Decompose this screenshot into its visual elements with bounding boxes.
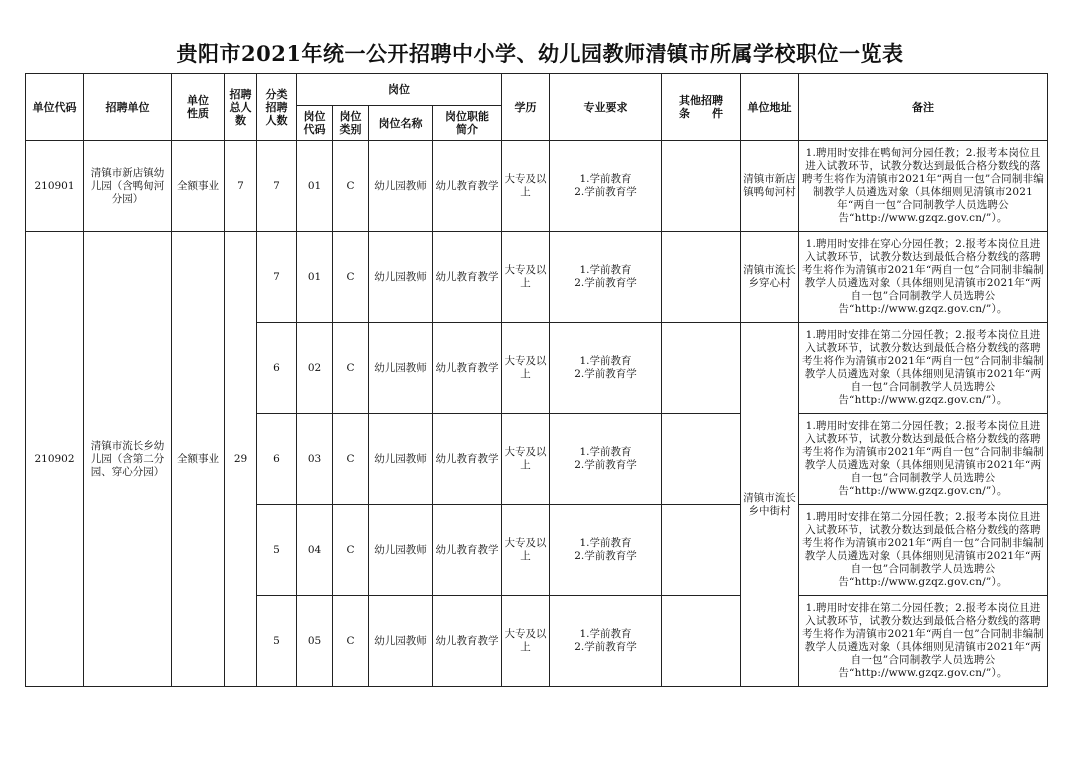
- post-count: 7: [257, 141, 297, 232]
- header-label-line: 岗位: [303, 110, 326, 123]
- post-note: 1.聘用时安排在穿心分园任教；2.报考本岗位且进入试教环节，试教分数达到最低合格分数线的落聘考生将作为清镇市2021年“两自一包”合同制非编制教学人员遴选对象（具体细则见清镇市2021年“两自一包”合同制教学人员选聘公告“http://www.gzqz.gov.cn/”）。: [799, 232, 1048, 323]
- post-intro: 幼儿教育教学: [433, 596, 502, 687]
- header-label-line: 分类: [265, 87, 288, 101]
- post-count: 7: [257, 232, 297, 323]
- header-label-line: 招聘: [229, 87, 252, 101]
- major-item: 1.学前教育: [579, 628, 632, 640]
- post-major: [550, 232, 662, 323]
- major-item: 2.学前教育学: [574, 550, 637, 562]
- header-unit-name: 招聘单位: [84, 74, 172, 141]
- post-education: 大专及以上: [502, 232, 550, 323]
- header-total: [225, 74, 257, 141]
- major-item: 1.学前教育: [579, 264, 632, 276]
- post-education: 大专及以上: [502, 414, 550, 505]
- header-label-line: 单位: [187, 94, 209, 107]
- header-label-line: 简介: [456, 123, 478, 136]
- header-major: 专业要求: [550, 74, 662, 141]
- post-education: 大专及以上: [502, 323, 550, 414]
- header-post-group: 岗位: [297, 74, 502, 106]
- header-post-code: [297, 106, 333, 141]
- post-other: [662, 323, 741, 414]
- post-category: C: [333, 596, 369, 687]
- unit-type: 全额事业: [172, 232, 225, 687]
- post-name: 幼儿园教师: [369, 505, 433, 596]
- post-education: 大专及以上: [502, 141, 550, 232]
- unit-name: 清镇市流长乡幼儿园（含第二分园、穿心分园）: [84, 232, 172, 687]
- post-major: [550, 414, 662, 505]
- post-name: 幼儿园教师: [369, 141, 433, 232]
- post-other: [662, 141, 741, 232]
- unit-total: 7: [225, 141, 257, 232]
- header-address: 单位地址: [741, 74, 799, 141]
- post-note: 1.聘用时安排在第二分园任教；2.报考本岗位且进入试教环节，试教分数达到最低合格分数线的落聘考生将作为清镇市2021年“两自一包”合同制非编制教学人员遴选对象（具体细则见清镇市2021年“两自一包”合同制教学人员选聘公告“http://www.gzqz.gov.cn/”）。: [799, 414, 1048, 505]
- major-item: 1.学前教育: [579, 446, 632, 458]
- header-label-line: 其他招聘: [679, 94, 723, 107]
- post-note: 1.聘用时安排在第二分园任教；2.报考本岗位且进入试教环节，试教分数达到最低合格分数线的落聘考生将作为清镇市2021年“两自一包”合同制非编制教学人员遴选对象（具体细则见清镇市2021年“两自一包”合同制教学人员选聘公告“http://www.gzqz.gov.cn/”）。: [799, 505, 1048, 596]
- post-code: 01: [297, 232, 333, 323]
- header-education: 学历: [502, 74, 550, 141]
- post-intro: 幼儿教育教学: [433, 323, 502, 414]
- header-label-line: 岗位: [339, 110, 362, 123]
- post-category: C: [333, 505, 369, 596]
- post-other: [662, 414, 741, 505]
- header-label-line: 条 件: [679, 107, 723, 120]
- unit-name: 清镇市新店镇幼儿园（含鸭甸河分园）: [84, 141, 172, 232]
- post-education: 大专及以上: [502, 505, 550, 596]
- unit-type: 全额事业: [172, 141, 225, 232]
- post-name: 幼儿园教师: [369, 596, 433, 687]
- post-intro: 幼儿教育教学: [433, 505, 502, 596]
- post-code: 03: [297, 414, 333, 505]
- page-title: 贵阳市2021年统一公开招聘中小学、幼儿园教师清镇市所属学校职位一览表: [176, 41, 904, 66]
- header-other: [662, 74, 741, 141]
- post-major: [550, 505, 662, 596]
- post-other: [662, 596, 741, 687]
- unit-total: 29: [225, 232, 257, 687]
- post-other: [662, 232, 741, 323]
- unit-code: 210902: [26, 232, 84, 687]
- table-row: [26, 232, 1048, 323]
- header-label-line: 岗位职能: [445, 110, 489, 123]
- post-major: [550, 323, 662, 414]
- major-item: 2.学前教育学: [574, 368, 637, 380]
- major-item: 2.学前教育学: [574, 641, 637, 653]
- post-education: 大专及以上: [502, 596, 550, 687]
- post-category: C: [333, 141, 369, 232]
- header-post-name: 岗位名称: [369, 106, 433, 141]
- major-item: 2.学前教育学: [574, 277, 637, 289]
- post-intro: 幼儿教育教学: [433, 414, 502, 505]
- header-count: [257, 74, 297, 141]
- major-item: 2.学前教育学: [574, 459, 637, 471]
- unit-address: 清镇市流长乡中街村: [741, 323, 799, 687]
- header-post-intro: [433, 106, 502, 141]
- header-unit-code: 单位代码: [26, 74, 84, 141]
- post-name: 幼儿园教师: [369, 414, 433, 505]
- post-count: 6: [257, 323, 297, 414]
- header-label-line: 人数: [265, 113, 288, 127]
- post-major: [550, 596, 662, 687]
- post-major: [550, 141, 662, 232]
- positions-table: [25, 73, 1048, 687]
- header-label-line: 类别: [339, 123, 362, 136]
- table-row: [26, 141, 1048, 232]
- header-label-line: 招聘: [265, 100, 288, 114]
- post-name: 幼儿园教师: [369, 232, 433, 323]
- post-count: 5: [257, 596, 297, 687]
- header-label-line: 总人: [229, 100, 252, 114]
- post-count: 6: [257, 414, 297, 505]
- header-unit-type: [172, 74, 225, 141]
- header-label-line: 代码: [303, 123, 326, 136]
- post-intro: 幼儿教育教学: [433, 232, 502, 323]
- major-item: 1.学前教育: [579, 537, 632, 549]
- header-label-line: 数: [235, 113, 246, 127]
- post-code: 02: [297, 323, 333, 414]
- post-category: C: [333, 232, 369, 323]
- header-label-line: 性质: [187, 107, 209, 120]
- header-row-1: [26, 74, 1048, 106]
- post-other: [662, 505, 741, 596]
- post-code: 04: [297, 505, 333, 596]
- post-code: 05: [297, 596, 333, 687]
- major-item: 1.学前教育: [579, 173, 632, 185]
- post-note: 1.聘用时安排在第二分园任教；2.报考本岗位且进入试教环节，试教分数达到最低合格分数线的落聘考生将作为清镇市2021年“两自一包”合同制非编制教学人员遴选对象（具体细则见清镇市2021年“两自一包”合同制教学人员选聘公告“http://www.gzqz.gov.cn/”）。: [799, 596, 1048, 687]
- unit-code: 210901: [26, 141, 84, 232]
- post-note: 1.聘用时安排在鸭甸河分园任教；2.报考本岗位且进入试教环节，试教分数达到最低合格分数线的落聘考生将作为清镇市2021年“两自一包”合同制非编制教学人员遴选对象（具体细则见清镇市2021年“两自一包”合同制教学人员选聘公告“http://www.gzqz.gov.cn/”）。: [799, 141, 1048, 232]
- major-item: 2.学前教育学: [574, 186, 637, 198]
- post-category: C: [333, 323, 369, 414]
- post-intro: 幼儿教育教学: [433, 141, 502, 232]
- major-item: 1.学前教育: [579, 355, 632, 367]
- post-name: 幼儿园教师: [369, 323, 433, 414]
- header-remarks: 备注: [799, 74, 1048, 141]
- post-count: 5: [257, 505, 297, 596]
- post-note: 1.聘用时安排在第二分园任教；2.报考本岗位且进入试教环节，试教分数达到最低合格分数线的落聘考生将作为清镇市2021年“两自一包”合同制非编制教学人员遴选对象（具体细则见清镇市2021年“两自一包”合同制教学人员选聘公告“http://www.gzqz.gov.cn/”）。: [799, 323, 1048, 414]
- post-category: C: [333, 414, 369, 505]
- header-post-category: [333, 106, 369, 141]
- unit-address: 清镇市新店镇鸭甸河村: [741, 141, 799, 232]
- unit-address: 清镇市流长乡穿心村: [741, 232, 799, 323]
- post-code: 01: [297, 141, 333, 232]
